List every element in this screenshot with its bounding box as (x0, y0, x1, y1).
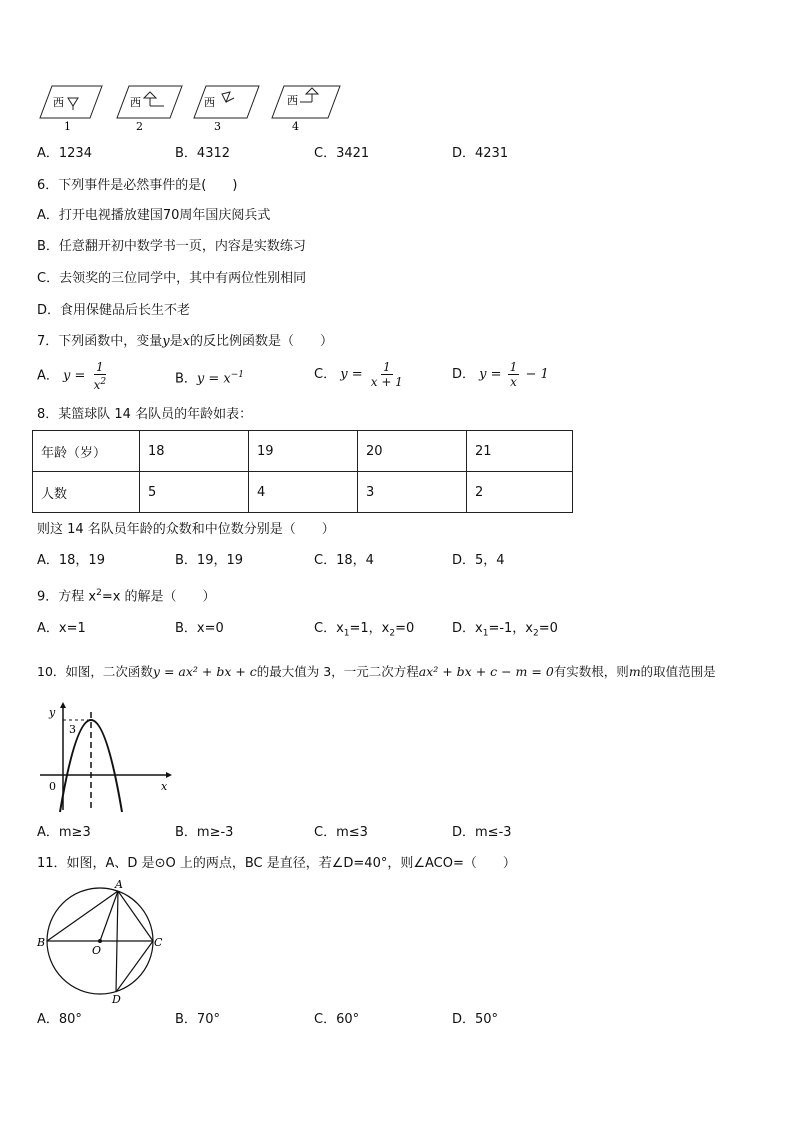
table-cell: 19 (249, 431, 358, 472)
point-b-label: B (37, 936, 46, 949)
q9-option-a[interactable]: A．x=1 (37, 621, 86, 636)
q7-option-a[interactable]: A． y = $\frac{1}{x^2}$ (37, 360, 107, 392)
x-axis-label: x (161, 780, 168, 793)
table-cell: 4 (249, 472, 358, 513)
table-row (33, 472, 573, 513)
q11-circle-figure (36, 877, 170, 1005)
q8-option-c[interactable]: C．18，4 (314, 553, 374, 568)
table-cell: 5 (140, 472, 249, 513)
segment-dc (116, 941, 153, 992)
table-cell: 20 (358, 431, 467, 472)
q7-option-b[interactable]: B．$y = x^{-1}$ (175, 370, 245, 387)
q7-option-d[interactable]: D． y = $\frac{1}{x}$ − 1 (452, 360, 549, 389)
origin-label: 0 (49, 780, 56, 793)
y-axis-label: y (49, 706, 56, 719)
segment-ba (47, 891, 118, 941)
table-cell: 3 (358, 472, 467, 513)
q5-option-b[interactable]: B．4312 (175, 146, 231, 161)
point-o-label: O (92, 944, 102, 957)
segment-ac (118, 891, 153, 941)
q5-figure-4 (272, 86, 340, 133)
q10-option-b[interactable]: B．m≥-3 (175, 825, 234, 840)
q9-option-b[interactable]: B．x=0 (175, 621, 224, 636)
q11-stem: 11．如图，A、D 是⊙O 上的两点，BC 是直径，若∠D=40°，则∠ACO=（ ） (37, 856, 516, 871)
q10-stem: 10．如图，二次函数y = ax² + bx + c的最大值为 3，一元二次方程ax² + bx + c − m = 0有实数根，则m的取值范围是 (37, 664, 716, 679)
q9-option-d[interactable]: D．$x_1=-1$，$x_2=0$ (452, 621, 558, 639)
q6-option-c[interactable]: C．去领奖的三位同学中，其中有两位性别相同 (37, 271, 307, 286)
y-axis-arrow-icon (60, 702, 66, 708)
x-axis-arrow-icon (166, 772, 172, 778)
q5-figure-3-char: 西 (204, 96, 215, 109)
q5-figure-1-char: 西 (53, 96, 64, 109)
max-value-label: 3 (69, 723, 76, 736)
q11-option-c[interactable]: C．60° (314, 1012, 360, 1027)
table-cell: 年龄（岁） (33, 431, 140, 472)
point-a-label: A (115, 878, 123, 891)
q7-stem: 7．下列函数中，变量y是x的反比例函数是（ ） (37, 334, 334, 349)
table-row (33, 431, 573, 472)
q10-parabola-graph (38, 700, 173, 815)
q8-age-table (32, 430, 573, 513)
q11-option-d[interactable]: D．50° (452, 1012, 499, 1027)
q5-figure-2-char: 西 (130, 96, 141, 109)
q8-option-d[interactable]: D．5，4 (452, 553, 505, 568)
q7-option-c[interactable]: C． y = $\frac{1}{x + 1}$ (314, 360, 403, 389)
q5-figure-1 (40, 86, 102, 133)
q5-figure-3-label: 3 (214, 120, 221, 133)
q5-figure-1-label: 1 (64, 120, 71, 133)
q5-option-c[interactable]: C．3421 (314, 146, 370, 161)
q8-question: 则这 14 名队员年龄的众数和中位数分别是（ ） (37, 522, 335, 537)
q10-option-c[interactable]: C．m≤3 (314, 825, 368, 840)
table-cell: 18 (140, 431, 249, 472)
q8-option-b[interactable]: B．19，19 (175, 553, 244, 568)
q5-figure-4-label: 4 (292, 120, 299, 133)
q11-option-b[interactable]: B．70° (175, 1012, 220, 1027)
q8-option-a[interactable]: A．18，19 (37, 553, 105, 568)
q6-stem: 6．下列事件是必然事件的是( ) (37, 178, 238, 193)
q8-stem: 8．某篮球队 14 名队员的年龄如表： (37, 407, 253, 422)
q10-option-d[interactable]: D．m≤-3 (452, 825, 512, 840)
q5-figure-2-label: 2 (136, 120, 143, 133)
table-cell: 人数 (33, 472, 140, 513)
q10-option-a[interactable]: A．m≥3 (37, 825, 91, 840)
point-d-label: D (112, 993, 121, 1005)
q5-option-d[interactable]: D．4231 (452, 146, 509, 161)
q5-figure-2 (117, 86, 182, 133)
table-cell: 2 (467, 472, 573, 513)
q11-option-a[interactable]: A．80° (37, 1012, 82, 1027)
q5-option-a[interactable]: A．1234 (37, 146, 92, 161)
q9-stem: 9．方程 $x^2=x$ 的解是（ ） (37, 588, 216, 605)
q9-option-c[interactable]: C．$x_1=1$，$x_2=0$ (314, 621, 415, 639)
segment-ao (100, 891, 118, 941)
q5-figure-3 (194, 86, 259, 133)
q6-option-a[interactable]: A．打开电视播放建国70周年国庆阅兵式 (37, 208, 271, 223)
q6-option-d[interactable]: D．食用保健品后长生不老 (37, 303, 191, 318)
table-cell: 21 (467, 431, 573, 472)
q6-option-b[interactable]: B．任意翻开初中数学书一页，内容是实数练习 (37, 239, 306, 254)
q5-figures (34, 80, 354, 136)
center-o-point (98, 939, 102, 943)
q5-figure-4-char: 西 (287, 94, 298, 107)
point-c-label: C (154, 936, 163, 949)
